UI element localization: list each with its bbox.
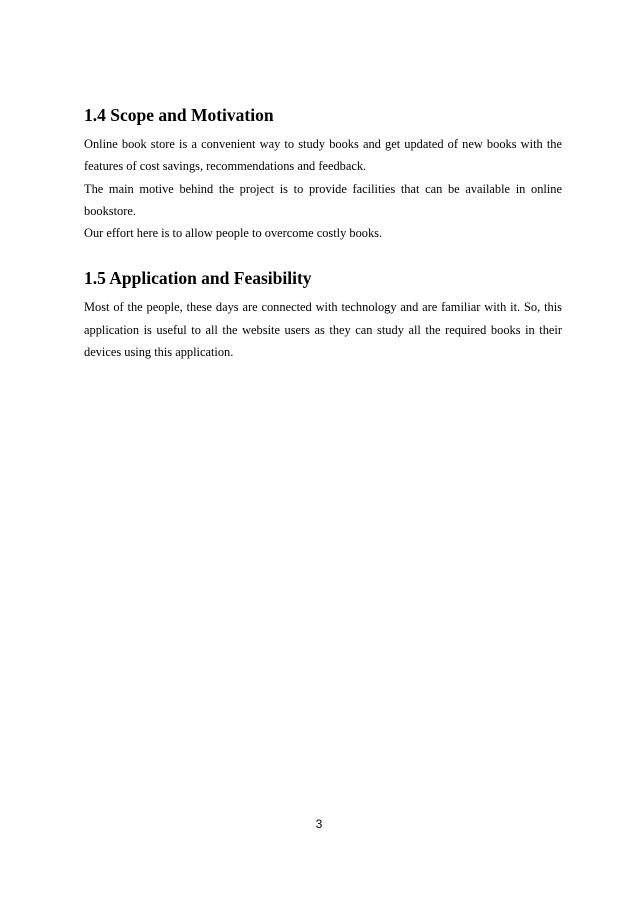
section-heading: 1.5 Application and Feasibility bbox=[84, 268, 312, 289]
paragraph: The main motive behind the project is to provide facilities that can be available in online bookstore. bbox=[84, 181, 562, 218]
section-heading: 1.4 Scope and Motivation bbox=[84, 105, 274, 125]
paragraph: Most of the people, these days are connected with technology and are familiar with it. So, this application is useful to all the website users as they can study all the required books in their devices using this application. bbox=[84, 300, 562, 360]
paragraph: Online book store is a convenient way to study books and get updated of new books with the features of cost savings, recommendations and feedback. bbox=[84, 137, 562, 174]
section-scope-and-motivation bbox=[84, 104, 562, 244]
paragraph: Our effort here is to allow people to overcome costly books. bbox=[84, 226, 383, 241]
page-number: 3 bbox=[315, 817, 323, 831]
section-application-and-feasibility bbox=[84, 267, 562, 363]
page-content bbox=[84, 104, 562, 363]
